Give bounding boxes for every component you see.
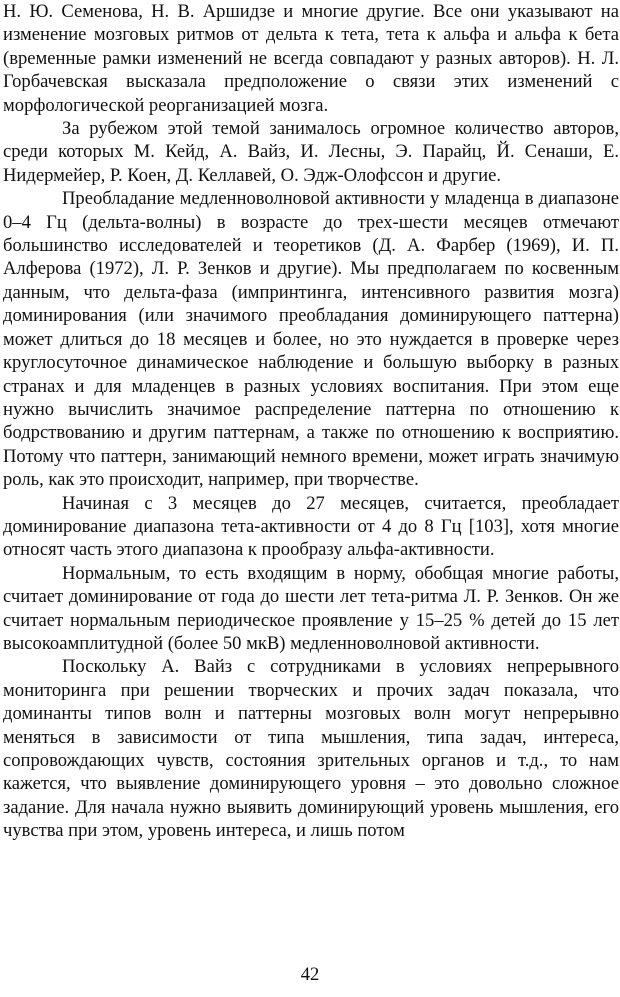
text-body: [3, 0, 619, 843]
paragraph-6: Поскольку А. Вайз с сотрудниками в условиях непрерывного мониторинга при решении творческих и прочих задач показала, что доминанты типов волн и паттерны мозговых волн могут непрерывно меняться в зависимости от типа мышления, типа задач, интереса, сопровождающих чувств, состояния зрительных органов и т.д., то нам кажется, что выявление доминирующего уровня – это довольно сложное задание. Для начала нужно выявить доминирующий уровень мышления, его чувства при этом, уровень интереса, и лишь потом: [3, 656, 619, 842]
page-number: 42: [300, 964, 320, 985]
paragraph-3: Преобладание медленноволновой активности у младенца в диапазоне 0–4 Гц (дельта-волны) в возрасте до трех-шести месяцев отмечают большинство исследователей и теоретиков (Д. А. Фарбер (1969), И. П. Алферова (1972), Л. Р. Зенков и другие). Мы предполагаем по косвенным данным, что дельта-фаза (импринтинга, интенсивного развития мозга) доминирования (или значимого преобладания доминирующего паттерна) может длиться до 18 месяцев и более, но это нуждается в проверке через круглосуточное динамическое наблюдение и большую выборку в разных странах и для младенцев в разных условиях воспитания. При этом еще нужно вычислить значимое распределение паттерна по отношению к бодрствованию и другим паттернам, а также по отношению к восприятию. Потому что паттерн, занимающий немного времени, может играть значимую роль, как это происходит, например, при творчестве.: [3, 188, 619, 491]
paragraph-2: За рубежом этой темой занималось огромное количество авторов, среди которых М. Кейд, А. Вайз, И. Лесны, Э. Парайц, Й. Сенаши, Е. Нидермейер, Р. Коен, Д. Келлавей, О. Эдж-Олофссон и другие.: [3, 118, 619, 186]
paragraph-5: Нормальным, то есть входящим в норму, обобщая многие работы, считает доминирование от года до шести лет тета-ритма Л. Р. Зенков. Он же считает нормальным периодическое проявление у 15–25 % детей до 15 лет высокоамплитудной (более 50 мкВ) медленноволновой активности.: [3, 562, 619, 654]
paragraph-4: Начиная с 3 месяцев до 27 месяцев, считается, преобладает доминирование диапазона тета-активности от 4 до 8 Гц [103], хотя многие относят часть этого диапазона к прообразу альфа-активности.: [3, 492, 619, 561]
paragraph-1: Н. Ю. Семенова, Н. В. Аршидзе и многие другие. Все они указывают на изменение мозговых ритмов от дельта к тета, тета к альфа и альфа к бета (временные рамки изменений не всегда совпадают у разных авторов). Н. Л. Горбачевская высказала предположение о связи этих изменений с морфологической реорганизацией мозга.: [3, 1, 619, 116]
